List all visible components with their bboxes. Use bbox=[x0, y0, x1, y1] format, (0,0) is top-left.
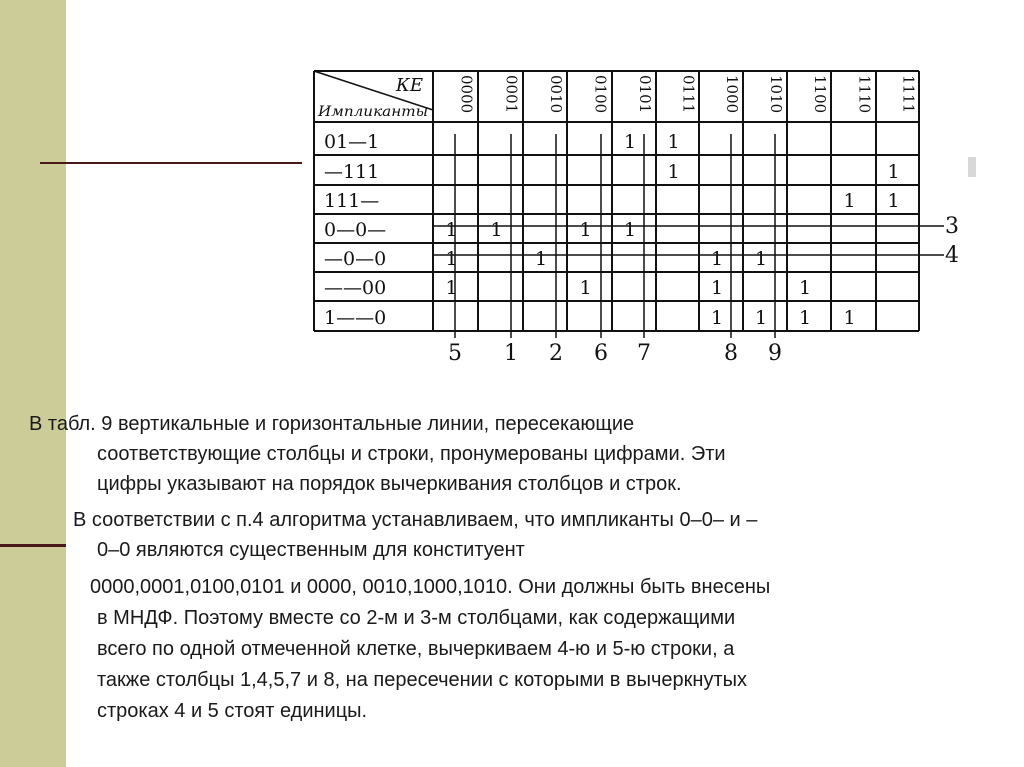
row-label-implicant: —0—0 bbox=[324, 248, 387, 270]
cell-value: 1 bbox=[887, 161, 900, 183]
column-header-label: 1111 bbox=[899, 75, 918, 114]
column-header-label: 1010 bbox=[767, 75, 785, 114]
cell-value: 1 bbox=[710, 248, 724, 270]
cell-value: 1 bbox=[445, 219, 458, 241]
row-order-marker: 4 bbox=[945, 243, 959, 268]
paragraph-1-line-2: соответствующие столбцы и строки, пронумерованы цифрами. Эти bbox=[97, 443, 726, 465]
cell-value: 1 bbox=[754, 307, 768, 329]
row-order-marker: 3 bbox=[945, 214, 959, 239]
cell-value: 1 bbox=[579, 277, 592, 299]
implicant-table bbox=[302, 60, 968, 364]
column-header-label: 0101 bbox=[636, 75, 654, 114]
column-header-label: 1110 bbox=[855, 75, 874, 114]
row-label-implicant: —111 bbox=[324, 161, 380, 183]
column-header-label: 1000 bbox=[723, 75, 741, 114]
paragraph-3-line-5: строках 4 и 5 стоят единицы. bbox=[97, 700, 368, 722]
column-header-label: 0100 bbox=[591, 75, 610, 114]
title-divider-end bbox=[968, 157, 976, 177]
column-header-label: 0010 bbox=[547, 75, 565, 114]
column-order-marker: 2 bbox=[549, 341, 563, 364]
cell-value: 1 bbox=[490, 219, 503, 241]
cell-value: 1 bbox=[887, 190, 900, 212]
column-header-label: 0111 bbox=[679, 75, 698, 114]
cell-value: 1 bbox=[798, 277, 812, 299]
column-header-label: 0001 bbox=[502, 75, 521, 114]
column-order-marker: 7 bbox=[637, 341, 651, 364]
implicant-table-figure bbox=[302, 60, 968, 364]
row-label-implicant: 0—0— bbox=[324, 219, 387, 241]
cell-value: 1 bbox=[667, 131, 680, 153]
cell-value: 1 bbox=[445, 248, 458, 270]
title-divider-line bbox=[40, 162, 302, 164]
row-label-implicant: ——00 bbox=[324, 277, 387, 299]
corner-label-implicants: Импликанты bbox=[316, 104, 428, 120]
paragraph-3-line-1: 0000,0001,0100,0101 и 0000, 0010,1000,1010. Они должны быть внесены bbox=[90, 576, 771, 598]
row-label-implicant: 01—1 bbox=[324, 131, 380, 153]
cell-value: 1 bbox=[843, 190, 856, 212]
cell-value: 1 bbox=[798, 307, 812, 329]
paragraph-3-line-3: всего по одной отмеченной клетке, вычеркиваем 4-ю и 5-ю строки, а bbox=[97, 638, 735, 660]
sidebar-divider-line bbox=[0, 544, 66, 547]
column-order-marker: 1 bbox=[504, 341, 518, 364]
cell-value: 1 bbox=[579, 219, 592, 241]
column-order-marker: 8 bbox=[724, 341, 738, 364]
cell-value: 1 bbox=[445, 277, 458, 299]
paragraph-2-line-1: В соответствии с п.4 алгоритма устанавливаем, что импликанты 0–0– и – bbox=[73, 509, 758, 531]
cell-value: 1 bbox=[623, 131, 637, 153]
cell-value: 1 bbox=[843, 307, 856, 329]
cell-value: 1 bbox=[710, 307, 724, 329]
paragraph-2-line-2: 0–0 являются существенным для конституент bbox=[97, 539, 525, 561]
paragraph-1-line-3: цифры указывают на порядок вычеркивания столбцов и строк. bbox=[97, 473, 682, 495]
cell-value: 1 bbox=[754, 248, 768, 270]
column-header-label: 0000 bbox=[457, 75, 476, 114]
row-label-implicant: 111— bbox=[324, 190, 380, 212]
cell-value: 1 bbox=[534, 248, 548, 270]
row-label-implicant: 1——0 bbox=[324, 307, 387, 329]
column-order-marker: 6 bbox=[594, 341, 608, 364]
corner-label-ke: КЕ bbox=[395, 75, 423, 96]
slide-sidebar bbox=[0, 0, 66, 767]
cell-value: 1 bbox=[667, 161, 680, 183]
cell-value: 1 bbox=[623, 219, 637, 241]
cell-value: 1 bbox=[710, 277, 724, 299]
column-order-marker: 5 bbox=[448, 341, 462, 364]
column-order-marker: 9 bbox=[768, 341, 782, 364]
column-header-label: 1100 bbox=[811, 75, 829, 114]
paragraph-3-line-2: в МНДФ. Поэтому вместе со 2-м и 3-м столбцами, как содержащими bbox=[97, 607, 736, 629]
paragraph-3-line-4: также столбцы 1,4,5,7 и 8, на пересечении с которыми в вычеркнутых bbox=[97, 669, 747, 691]
paragraph-1-line-1: В табл. 9 вертикальные и горизонтальные линии, пересекающие bbox=[29, 413, 635, 435]
